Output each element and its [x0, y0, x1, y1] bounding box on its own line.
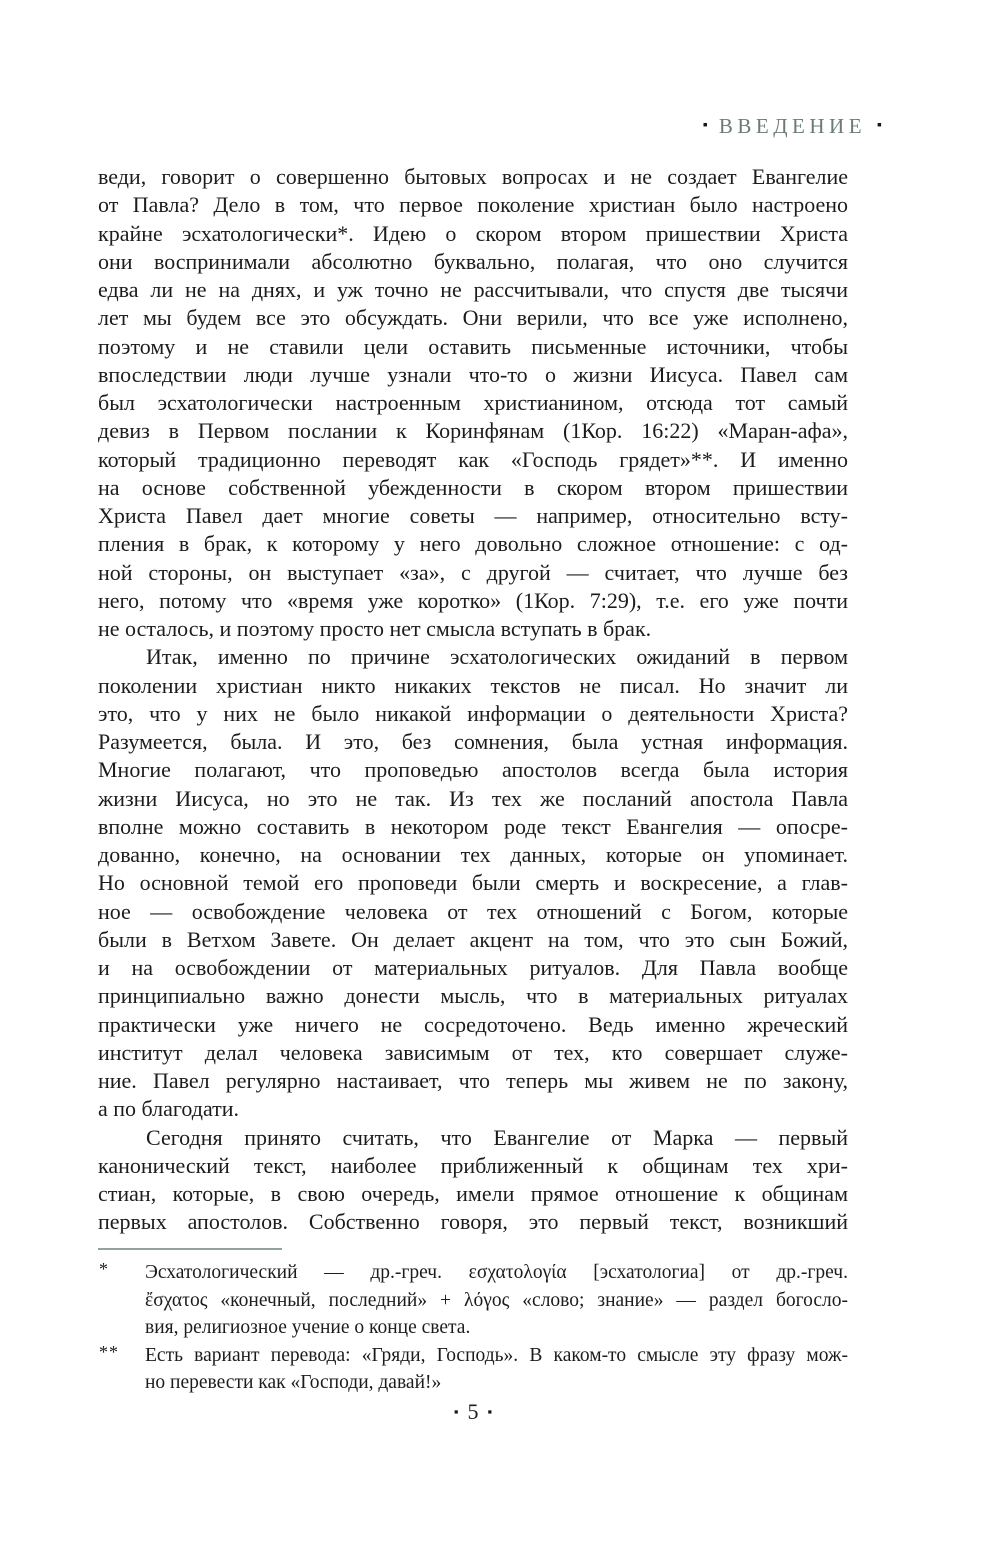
text-line: девиз в Первом послании к Коринфянам (1Кор. 16:22) «Маран-афа»,	[98, 418, 848, 444]
text-line: Многие полагают, что проповедью апостолов всегда была история	[98, 757, 848, 783]
page-number-bullet-icon: ▪	[453, 1404, 459, 1419]
text-line: который традиционно переводят как «Господь грядет»**. И именно	[98, 446, 848, 472]
text-line: институт делал человека зависимым от тех, кто совершает служе-	[98, 1039, 848, 1065]
text-line: лет мы будем все это обсуждать. Они верили, что все уже исполнено,	[98, 305, 848, 331]
chapter-title: ВВЕДЕНИЕ	[718, 114, 867, 138]
text-line: ἔσχατος «конечный, последний» + λόγος «слово; знание» — раздел богосло-	[145, 1289, 848, 1311]
footnote-text	[145, 1342, 848, 1397]
text-line: на основе собственной убежденности в скором втором пришествии	[98, 474, 848, 500]
text-line: веди, говорит о совершенно бытовых вопросах и не создает Евангелие	[98, 164, 848, 189]
text-line: не осталось, и поэтому просто нет смысла вступать в брак.	[98, 616, 652, 641]
page-body-text	[98, 163, 848, 1237]
text-line: а по благодати.	[98, 1096, 240, 1122]
footnote-marker: **	[99, 1341, 119, 1362]
page-number	[98, 1399, 848, 1425]
page-number-bullet-icon: ▪	[487, 1404, 493, 1419]
text-line: едва ли не на днях, и уж точно не рассчитывали, что спустя две тысячи	[98, 277, 848, 302]
paragraph	[98, 1124, 848, 1237]
footnote-divider	[98, 1248, 282, 1250]
footnotes-section	[98, 1259, 848, 1397]
text-line: Есть вариант перевода: «Гряди, Господь». В каком-то смысле эту фразу мож-	[145, 1344, 848, 1366]
paragraph	[98, 643, 848, 1123]
text-line: ной стороны, он выступает «за», с другой — считает, что лучше без	[98, 559, 848, 585]
header-bullet-icon: ▪	[877, 118, 882, 133]
text-line: они воспринимали абсолютно буквально, полагая, что оно случится	[98, 248, 848, 274]
text-line: вия, религиозное учение о конце света.	[145, 1317, 471, 1339]
header-bullet-icon: ▪	[702, 118, 708, 133]
text-line: Христа Павел дает многие советы — например, относительно всту-	[98, 503, 848, 528]
page-number-value: 5	[467, 1399, 479, 1424]
text-line: был эсхатологически настроенным христианином, отсюда тот самый	[98, 390, 848, 415]
text-line: Разумеется, была. И это, без сомнения, была устная информация.	[98, 729, 848, 754]
text-line: поэтому и не ставили цели оставить письменные источники, чтобы	[98, 333, 848, 359]
text-line: были в Ветхом Завете. Он делает акцент на том, что это сын Божий,	[98, 926, 848, 952]
text-line: первых апостолов. Собственно говоря, это первый текст, возникший	[98, 1209, 848, 1235]
text-line: канонический текст, наиболее приближенный к общинам тех хри-	[98, 1152, 848, 1178]
text-line: впоследствии люди лучше узнали что-то о жизни Иисуса. Павел сам	[98, 361, 848, 387]
text-line: ние. Павел регулярно настаивает, что теперь мы живем не по закону,	[98, 1068, 848, 1093]
text-line: крайне эсхатологически*. Идею о скором втором пришествии Христа	[98, 220, 848, 246]
text-line: него, потому что «время уже коротко» (1Кор. 7:29), т.е. его уже почти	[98, 587, 848, 613]
text-line: и на освобождении от материальных ритуалов. Для Павла вообще	[98, 955, 848, 980]
text-line: но перевести как «Господи, давай!»	[145, 1372, 442, 1394]
text-line: от Павла? Дело в том, что первое поколение христиан было настроено	[98, 192, 848, 218]
text-line: Эсхатологический — др.-греч. εσχατολογία [эсхатологиа] от др.-греч.	[145, 1262, 848, 1283]
text-line: принципиально важно донести мысль, что в материальных ритуалах	[98, 983, 848, 1009]
paragraph	[98, 163, 848, 643]
text-line: дованно, конечно, на основании тех данных, которые он упоминает.	[98, 842, 848, 867]
text-line: жизни Иисуса, но это не так. Из тех же посланий апостола Павла	[98, 785, 848, 811]
text-line: вполне можно составить в некотором роде текст Евангелия — опосре-	[98, 813, 848, 839]
text-line: поколении христиан никто никаких текстов не писал. Но значит ли	[98, 672, 848, 698]
footnote	[98, 1342, 848, 1397]
text-line: Итак, именно по причине эсхатологических ожиданий в первом	[146, 644, 848, 670]
text-line: стиан, которые, в свою очередь, имели прямое отношение к общинам	[98, 1181, 848, 1206]
footnote-text	[145, 1259, 848, 1342]
text-line: практически уже ничего не сосредоточено. Ведь именно жреческий	[98, 1011, 848, 1037]
running-header	[703, 114, 882, 138]
footnote	[98, 1259, 848, 1342]
text-line: это, что у них не было никакой информации о деятельности Христа?	[98, 700, 848, 726]
text-line: Сегодня принято считать, что Евангелие от Марка — первый	[146, 1124, 848, 1150]
text-line: ное — освобождение человека от тех отношений с Богом, которые	[98, 898, 848, 924]
text-line: Но основной темой его проповеди были смерть и воскресение, а глав-	[98, 870, 848, 896]
footnote-marker: *	[99, 1259, 109, 1279]
text-line: пления в брак, к которому у него довольно сложное отношение: с од-	[98, 531, 848, 557]
